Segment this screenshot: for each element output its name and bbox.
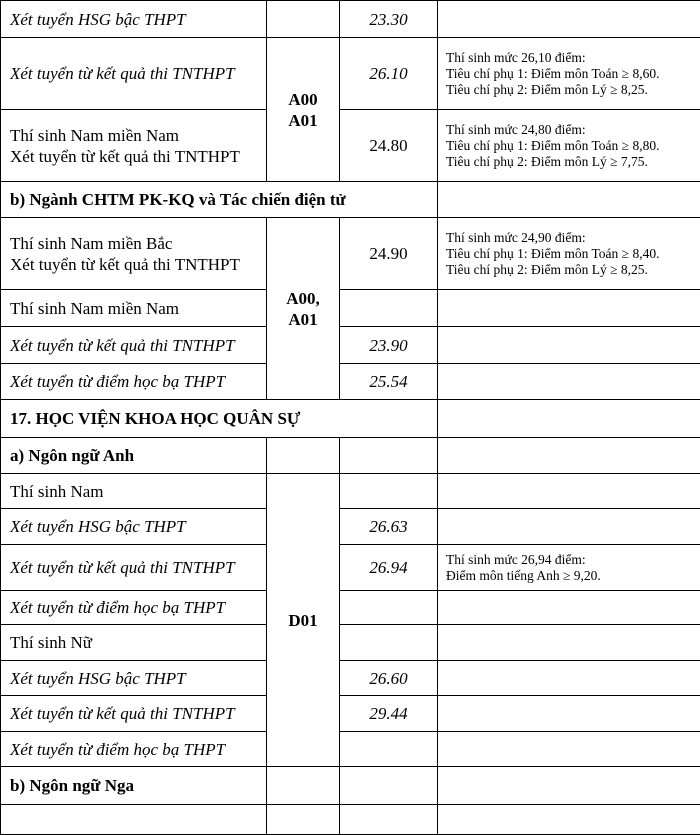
note-line: Thí sinh mức 26,94 điểm:	[446, 552, 700, 568]
code-line: A01	[267, 309, 339, 330]
score: 23.30	[340, 1, 438, 38]
table-row	[1, 509, 700, 545]
note-line: Thí sinh mức 24,90 điểm:	[446, 230, 700, 246]
section-title: a) Ngôn ngữ Anh	[1, 438, 267, 474]
method-label: Xét tuyển HSG bậc THPT	[1, 509, 267, 545]
subject-code	[267, 218, 340, 400]
table-row	[1, 805, 700, 835]
table-row	[1, 474, 700, 509]
note-line: Tiêu chí phụ 1: Điểm môn Toán ≥ 8,80.	[446, 138, 700, 154]
method-label	[1, 110, 267, 182]
note	[438, 438, 700, 474]
method-label: Thí sinh Nam miền Nam	[1, 290, 267, 327]
table-row	[1, 661, 700, 696]
table-row	[1, 545, 700, 591]
label-line: Thí sinh Nam miền Bắc	[10, 233, 266, 254]
note	[438, 38, 700, 110]
label-line: Xét tuyển từ kết quả thi TNTHPT	[10, 146, 266, 167]
method-label	[1, 218, 267, 290]
method-label: Thí sinh Nữ	[1, 625, 267, 661]
table-row	[1, 327, 700, 364]
score	[340, 805, 438, 835]
score: 24.80	[340, 110, 438, 182]
score	[340, 474, 438, 509]
score: 23.90	[340, 327, 438, 364]
subject-code	[267, 767, 340, 805]
method-label: Xét tuyển từ kết quả thi TNTHPT	[1, 38, 267, 110]
score	[340, 591, 438, 625]
label-line: Thí sinh Nam miền Nam	[10, 125, 266, 146]
subject-code	[267, 1, 340, 38]
table-row	[1, 290, 700, 327]
note	[438, 805, 700, 835]
method-label: Thí sinh Nam	[1, 474, 267, 509]
note	[438, 625, 700, 661]
method-label: Xét tuyển từ kết quả thi TNTHPT	[1, 545, 267, 591]
note	[438, 474, 700, 509]
score: 26.10	[340, 38, 438, 110]
note	[438, 1, 700, 38]
section-title: b) Ngành CHTM PK-KQ và Tác chiến điện tử	[1, 182, 438, 218]
table-row	[1, 732, 700, 767]
score	[340, 290, 438, 327]
table-row	[1, 364, 700, 400]
note	[438, 400, 700, 438]
method-label: Xét tuyển từ điểm học bạ THPT	[1, 591, 267, 625]
method-label: Xét tuyển từ kết quả thi TNTHPT	[1, 327, 267, 364]
score	[340, 767, 438, 805]
note-line: Thí sinh mức 26,10 điểm:	[446, 50, 700, 66]
subject-code	[267, 805, 340, 835]
code-line: A00	[267, 89, 339, 110]
note-line: Tiêu chí phụ 1: Điểm môn Toán ≥ 8,40.	[446, 246, 700, 262]
table-row	[1, 625, 700, 661]
section-row	[1, 438, 700, 474]
method-label: Xét tuyển từ điểm học bạ THPT	[1, 364, 267, 400]
subject-code	[267, 438, 340, 474]
note-line: Tiêu chí phụ 2: Điểm môn Lý ≥ 8,25.	[446, 82, 700, 98]
note-line: Tiêu chí phụ 2: Điểm môn Lý ≥ 7,75.	[446, 154, 700, 170]
method-label: Xét tuyển từ điểm học bạ THPT	[1, 732, 267, 767]
section-row	[1, 400, 700, 438]
method-label: Xét tuyển từ kết quả thi TNTHPT	[1, 696, 267, 732]
method-label: Xét tuyển HSG bậc THPT	[1, 1, 267, 38]
table-row	[1, 1, 700, 38]
section-row	[1, 182, 700, 218]
note-line: Thí sinh mức 24,80 điểm:	[446, 122, 700, 138]
method-label	[1, 805, 267, 835]
subject-code: D01	[267, 474, 340, 767]
note-line: Tiêu chí phụ 2: Điểm môn Lý ≥ 8,25.	[446, 262, 700, 278]
score: 24.90	[340, 218, 438, 290]
note	[438, 290, 700, 327]
label-line: Xét tuyển từ kết quả thi TNTHPT	[10, 254, 266, 275]
table-row	[1, 696, 700, 732]
score	[340, 625, 438, 661]
score: 26.60	[340, 661, 438, 696]
note	[438, 696, 700, 732]
section-title: 17. HỌC VIỆN KHOA HỌC QUÂN SỰ	[1, 400, 438, 438]
table-row	[1, 38, 700, 110]
subject-code	[267, 38, 340, 182]
score: 29.44	[340, 696, 438, 732]
section-title: b) Ngôn ngữ Nga	[1, 767, 267, 805]
score: 26.63	[340, 509, 438, 545]
section-row	[1, 767, 700, 805]
score	[340, 438, 438, 474]
score: 25.54	[340, 364, 438, 400]
note	[438, 218, 700, 290]
code-line: A01	[267, 110, 339, 131]
note	[438, 545, 700, 591]
method-label: Xét tuyển HSG bậc THPT	[1, 661, 267, 696]
note	[438, 661, 700, 696]
table-row	[1, 110, 700, 182]
note	[438, 327, 700, 364]
note	[438, 767, 700, 805]
table-row	[1, 591, 700, 625]
note	[438, 182, 700, 218]
note	[438, 364, 700, 400]
note-line: Điểm môn tiếng Anh ≥ 9,20.	[446, 568, 700, 584]
table-row	[1, 218, 700, 290]
note	[438, 591, 700, 625]
note-line: Tiêu chí phụ 1: Điểm môn Toán ≥ 8,60.	[446, 66, 700, 82]
score	[340, 732, 438, 767]
note	[438, 110, 700, 182]
score: 26.94	[340, 545, 438, 591]
note	[438, 509, 700, 545]
code-line: A00,	[267, 288, 339, 309]
note	[438, 732, 700, 767]
